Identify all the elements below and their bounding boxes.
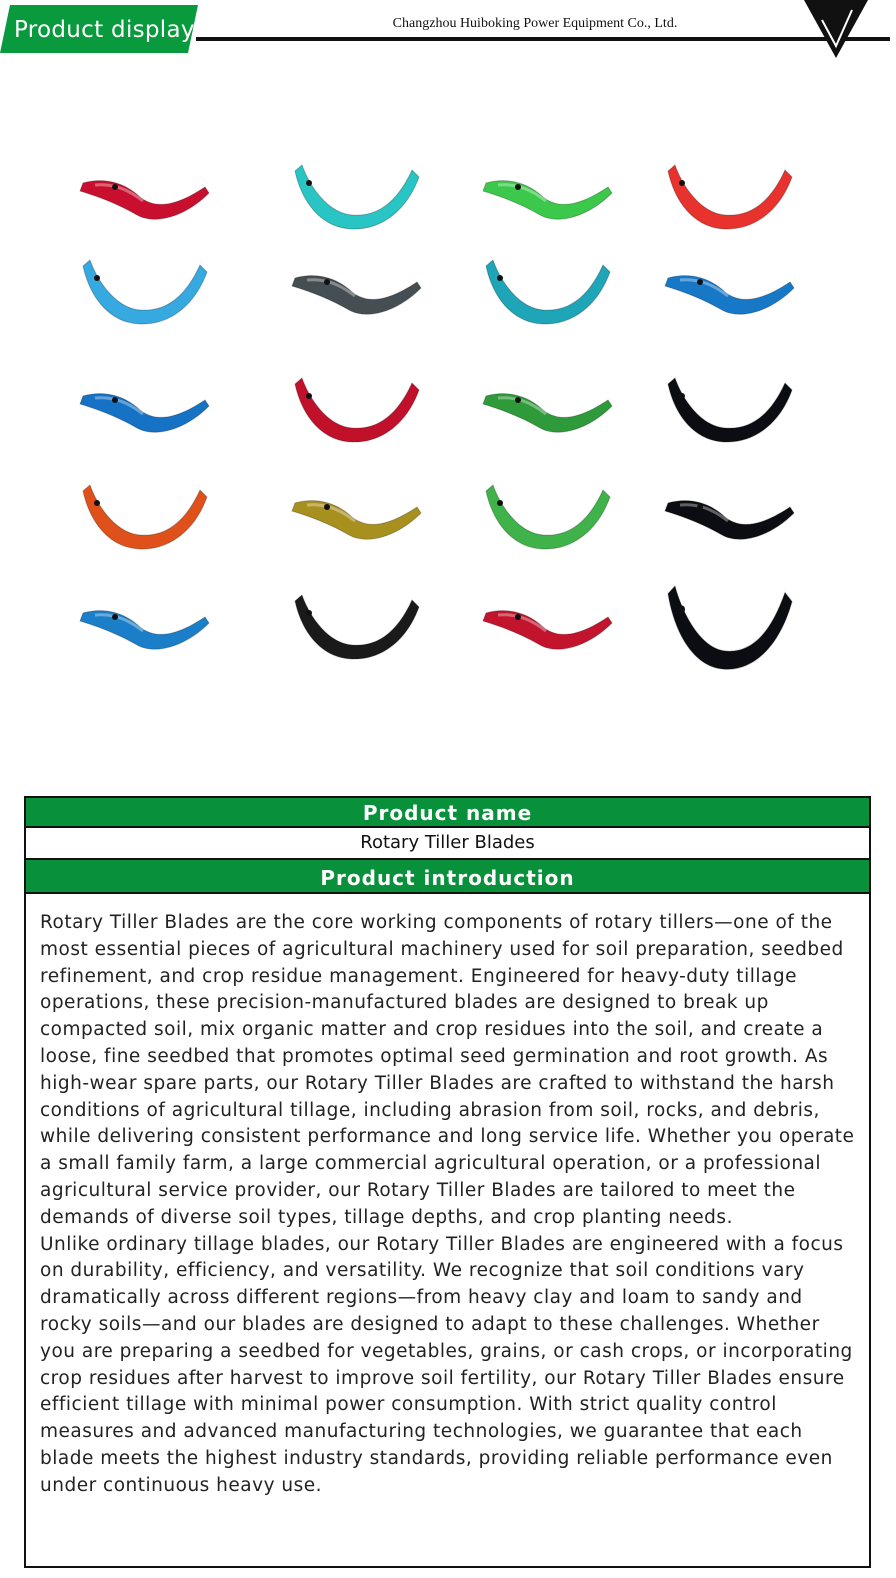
blade-image-icon bbox=[295, 595, 419, 659]
blade-image-icon bbox=[295, 378, 419, 442]
blade-image-icon bbox=[83, 485, 207, 549]
blade-image-icon bbox=[483, 611, 612, 650]
blade-image-icon bbox=[292, 276, 421, 315]
product-gallery bbox=[0, 0, 896, 780]
blade-image-icon bbox=[295, 165, 419, 229]
blade-image-icon bbox=[80, 611, 209, 650]
blade-image-icon bbox=[668, 378, 792, 442]
product-name-value: Rotary Tiller Blades bbox=[360, 832, 535, 853]
intro-paragraph-1: Rotary Tiller Blades are the core working components of rotary tillers—one of the most essential pieces of agricultural machinery used for soil preparation, seedbed refinement, and crop residue management. Engineered for heavy-duty tillage operations, these precision-manufactured blades are designed to break up compacted soil, mix organic matter and crop residues into the soil, and create a loose, fine seedbed that promotes optimal seed germination and root growth. As high-wear spare parts, our Rotary Tiller Blades are crafted to withstand the harsh conditions of agricultural tillage, including abrasion from soil, rocks, and debris, while delivering consistent performance and long service life. Whether you operate a small family farm, a large commercial agricultural operation, or a professional agricultural service provider, our Rotary Tiller Blades are tailored to meet the demands of diverse soil types, tillage depths, and crop planting needs. bbox=[40, 912, 855, 1228]
product-table bbox=[24, 796, 871, 1568]
blade-image-icon bbox=[80, 181, 209, 220]
product-introduction-text bbox=[40, 910, 855, 1500]
intro-paragraph-2: Unlike ordinary tillage blades, our Rotary Tiller Blades are engineered with a focus on durability, efficiency, and versatility. We recognize that soil conditions vary dramatically across different regions—from heavy clay and loam to sandy and rocky soils—and our blades are designed to adapt to these challenges. Whether you are preparing a seedbed for vegetables, grains, or cash crops, or incorporating crop residues after harvest to improve soil fertility, our Rotary Tiller Blades ensure efficient tillage with minimal power consumption. With strict quality control measures and advanced manufacturing technologies, we guarantee that each blade meets the highest industry standards, providing reliable performance even under continuous heavy use. bbox=[40, 1233, 853, 1496]
blade-image-icon bbox=[483, 181, 612, 220]
blade-image-icon bbox=[80, 394, 209, 433]
product-name-header: Product name bbox=[26, 798, 869, 828]
blade-image-icon bbox=[668, 165, 792, 229]
company-name: Changzhou Huiboking Power Equipment Co., Ltd. bbox=[392, 16, 678, 31]
blade-image-icon bbox=[83, 260, 207, 324]
blade-image-icon bbox=[486, 260, 610, 324]
blade-image-icon bbox=[668, 586, 792, 669]
product-introduction-header: Product introduction bbox=[26, 858, 869, 894]
blade-grid bbox=[0, 0, 896, 780]
blade-image-icon bbox=[665, 276, 794, 315]
blade-image-icon bbox=[665, 501, 794, 540]
section-tag-label: Product display bbox=[14, 17, 195, 43]
blade-image-icon bbox=[486, 485, 610, 549]
blade-image-icon bbox=[483, 394, 612, 433]
blade-image-icon bbox=[292, 501, 421, 540]
